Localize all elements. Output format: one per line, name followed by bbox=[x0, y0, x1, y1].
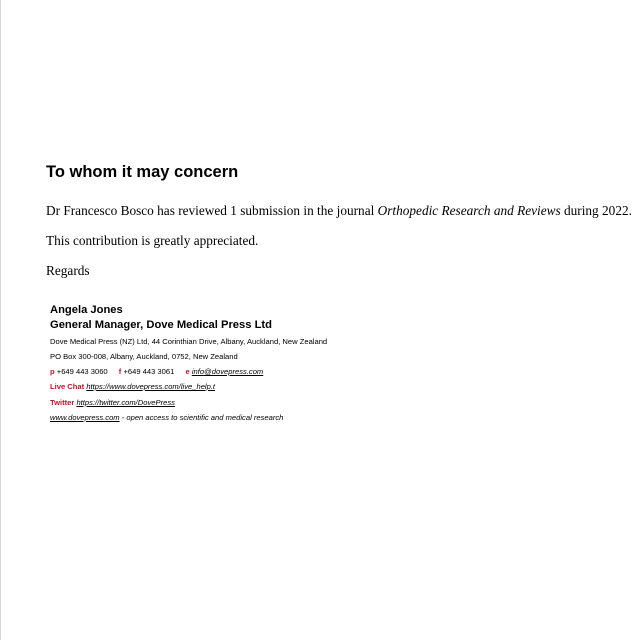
signature-website-line bbox=[50, 413, 283, 422]
twitter-link[interactable]: https://twitter.com/DovePress bbox=[76, 398, 175, 407]
twitter-label: Twitter bbox=[50, 398, 75, 407]
email-link[interactable]: info@dovepress.com bbox=[191, 367, 264, 376]
fax-label: f bbox=[118, 367, 122, 376]
letter-heading: To whom it may concern bbox=[46, 163, 239, 181]
letter-paragraph-review bbox=[46, 203, 632, 219]
signature-contact-line bbox=[50, 367, 263, 376]
website-tagline: - open access to scientific and medical research bbox=[119, 413, 284, 422]
website-link[interactable]: www.dovepress.com bbox=[50, 413, 120, 422]
review-text-start: Dr Francesco Bosco has reviewed 1 submission in the journal bbox=[46, 203, 378, 218]
live-chat-link[interactable]: https://www.dovepress.com/live_help.t bbox=[86, 382, 216, 391]
phone-number: +649 443 3060 bbox=[56, 367, 108, 376]
signature-live-chat-line bbox=[50, 382, 215, 391]
signature-address-line2: PO Box 300-008, Albany, Auckland, 0752, New Zealand bbox=[50, 352, 238, 361]
fax-number: +649 443 3061 bbox=[123, 367, 175, 376]
email-label: e bbox=[185, 367, 190, 376]
signature-title: General Manager, Dove Medical Press Ltd bbox=[50, 319, 272, 331]
phone-label: p bbox=[50, 367, 55, 376]
signature-twitter-line bbox=[50, 398, 175, 407]
signature-address-line1: Dove Medical Press (NZ) Ltd, 44 Corinthian Drive, Albany, Auckland, New Zealand bbox=[50, 337, 328, 346]
letter-paragraph-appreciation: This contribution is greatly appreciated. bbox=[46, 233, 259, 248]
review-text-end: during 2022. bbox=[560, 203, 632, 218]
letter-page bbox=[1, 0, 640, 640]
signature-name: Angela Jones bbox=[50, 304, 123, 316]
letter-closing: Regards bbox=[46, 263, 90, 278]
live-chat-label: Live Chat bbox=[50, 382, 85, 391]
journal-name: Orthopedic Research and Reviews bbox=[377, 203, 561, 218]
